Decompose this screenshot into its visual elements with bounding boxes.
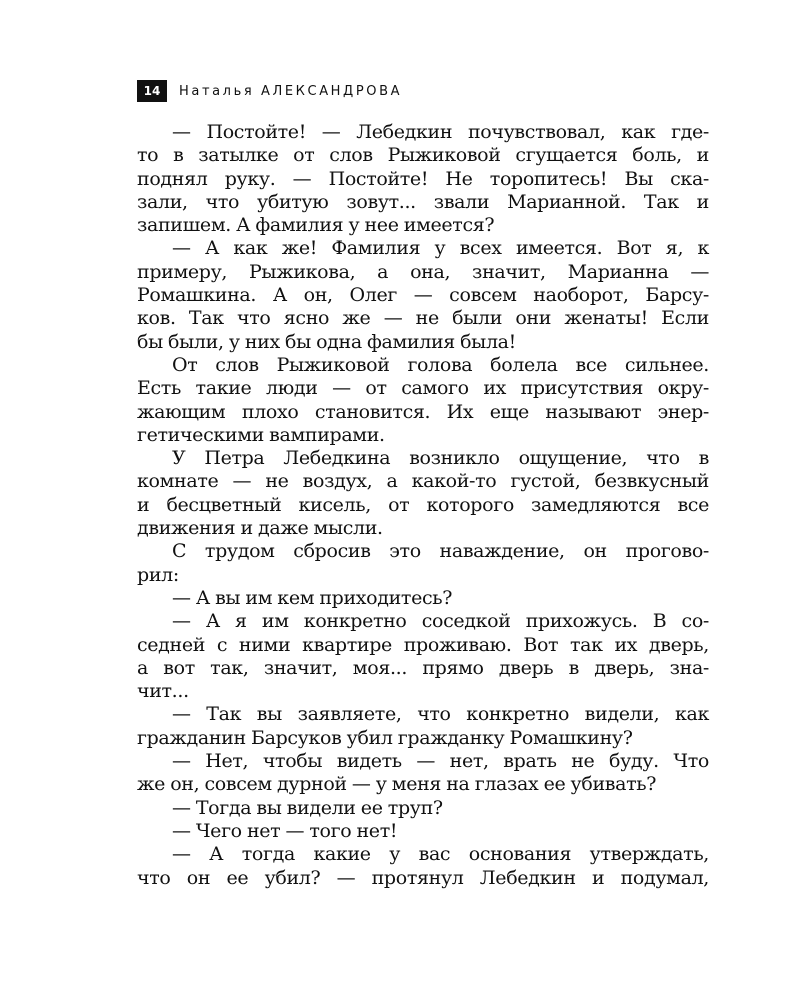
text-line: — А тогда какие у вас основания утверждать,	[172, 843, 709, 866]
body-text	[137, 121, 709, 890]
header-author: Наталья АЛЕКСАНДРОВА	[179, 83, 403, 99]
text-line: движения и даже мысли.	[137, 517, 383, 540]
text-line: — Чего нет — того нет!	[172, 819, 398, 842]
text-line: седней с ними квартире проживаю. Вот так их дверь,	[137, 633, 709, 656]
text-line: — А вы им кем приходитесь?	[172, 586, 453, 609]
text-line: С трудом сбросив это наваждение, он прогово-	[172, 540, 709, 563]
text-line: ков. Так что ясно же — не были они женаты! Если	[137, 307, 709, 330]
running-header	[137, 79, 402, 103]
text-line: комнате — не воздух, а какой-то густой, безвкусный	[137, 470, 709, 493]
text-line: — Нет, чтобы видеть — нет, врать не буду. Что	[172, 750, 709, 773]
text-line: то в затылке от слов Рыжиковой сгущается боль, и	[137, 144, 709, 167]
text-line: жающим плохо становится. Их еще называют энер-	[137, 400, 709, 423]
text-line: — Постойте! — Лебедкин почувствовал, как где-	[172, 121, 709, 143]
text-line: чит...	[137, 680, 189, 703]
page-number: 14	[137, 80, 167, 102]
text-line: У Петра Лебедкина возникло ощущение, что в	[172, 447, 709, 470]
text-line: запишем. А фамилия у нее имеется?	[137, 214, 495, 237]
text-line: а вот так, значит, моя... прямо дверь в дверь, зна-	[137, 656, 709, 679]
text-line: рил:	[137, 563, 179, 586]
text-line: — Тогда вы видели ее труп?	[172, 796, 443, 819]
text-line: Есть такие люди — от самого их присутствия окру-	[137, 377, 709, 400]
text-line: — Так вы заявляете, что конкретно видели, как	[172, 703, 709, 726]
text-line: примеру, Рыжикова, а она, значит, Марианна —	[137, 260, 709, 283]
text-line: — А как же! Фамилия у всех имеется. Вот я, к	[172, 237, 709, 260]
text-line: — А я им конкретно соседкой прихожусь. В со-	[172, 610, 709, 633]
text-line: и бесцветный кисель, от которого замедляются все	[137, 493, 709, 516]
text-line: что он ее убил? — протянул Лебедкин и подумал,	[137, 866, 709, 889]
text-line: бы были, у них бы одна фамилия была!	[137, 330, 516, 353]
text-line: поднял руку. — Постойте! Не торопитесь! Вы ска-	[137, 167, 709, 190]
text-line: зали, что убитую зовут... звали Марианной. Так и	[137, 190, 709, 213]
text-line: же он, совсем дурной — у меня на глазах ее убивать?	[137, 773, 657, 796]
text-line: гражданин Барсуков убил гражданку Ромашкину?	[137, 726, 633, 749]
text-line: Ромашкина. А он, Олег — совсем наоборот, Барсу-	[137, 284, 709, 307]
text-line: гетическими вампирами.	[137, 423, 385, 446]
text-line: От слов Рыжиковой голова болела все сильнее.	[172, 353, 709, 376]
